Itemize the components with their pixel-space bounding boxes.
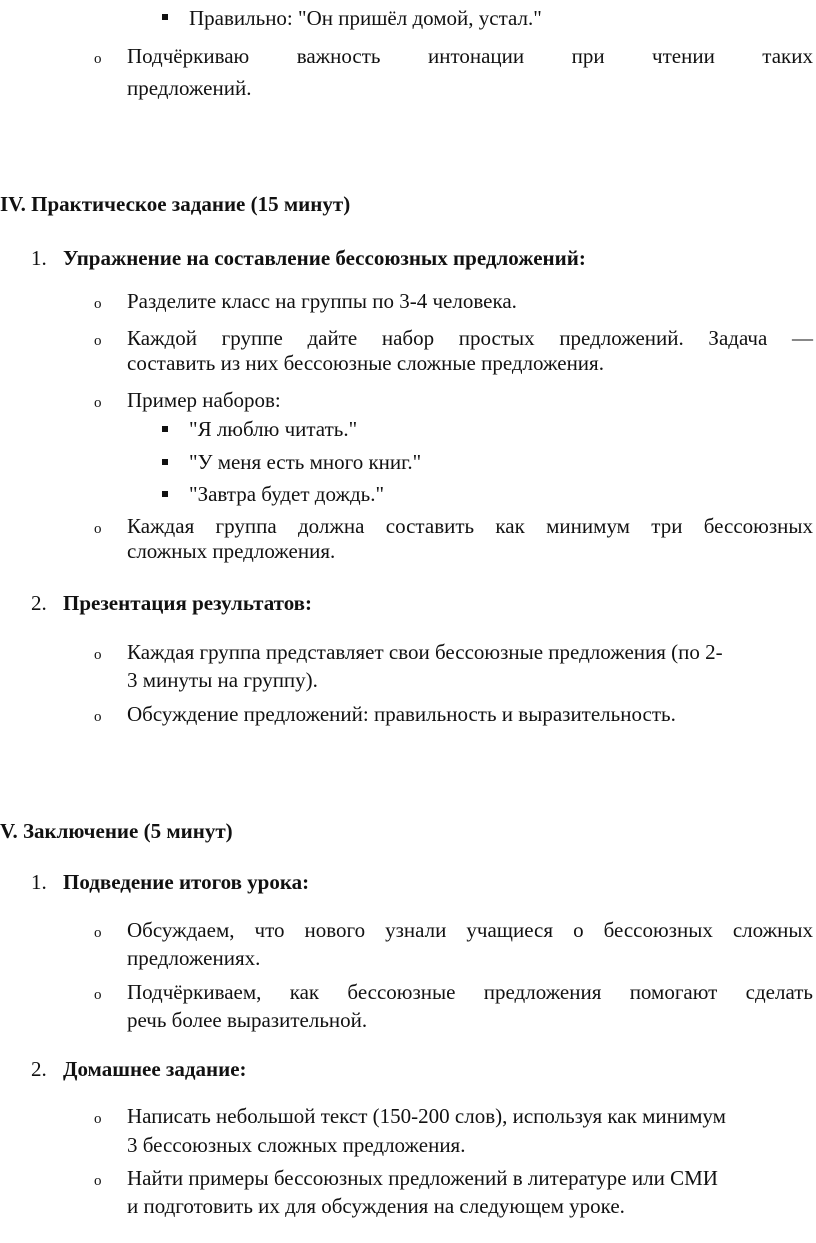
- list-item: Подчёркиваем, как бессоюзные предложения помогают сделать: [127, 980, 813, 1004]
- homework-title: Домашнее задание:: [63, 1057, 247, 1081]
- circle-bullet-icon: o: [94, 333, 102, 349]
- list-item-continuation: и подготовить их для обсуждения на следующем уроке.: [127, 1194, 625, 1218]
- circle-bullet-icon: o: [94, 987, 102, 1003]
- list-item: Каждая группа должна составить как минимум три бессоюзных: [127, 514, 813, 538]
- item-number: 1.: [31, 870, 47, 894]
- item-number: 2.: [31, 1057, 47, 1081]
- list-item-continuation: сложных предложения.: [127, 539, 336, 563]
- circle-bullet-icon: o: [94, 1111, 102, 1127]
- emphasis-line1: Подчёркиваю важность интонации при чтении таких: [127, 44, 813, 68]
- section5-heading: V. Заключение (5 минут): [0, 819, 233, 843]
- example-sentence: "У меня есть много книг.": [189, 450, 422, 474]
- list-item-continuation: предложениях.: [127, 946, 261, 970]
- circle-bullet-icon: o: [94, 925, 102, 941]
- square-bullet-icon: [162, 491, 168, 497]
- emphasis-line2: предложений.: [127, 76, 252, 100]
- square-bullet-icon: [162, 426, 168, 432]
- list-item: Пример наборов:: [127, 388, 281, 412]
- list-item: Каждая группа представляет свои бессоюзные предложения (по 2-: [127, 640, 723, 664]
- exercise-title: Упражнение на составление бессоюзных предложений:: [63, 246, 586, 270]
- circle-bullet-icon: o: [94, 521, 102, 537]
- item-number: 1.: [31, 246, 47, 270]
- list-item-continuation: составить из них бессоюзные сложные предложения.: [127, 351, 604, 375]
- circle-bullet-icon: o: [94, 709, 102, 725]
- list-item-continuation: 3 бессоюзных сложных предложения.: [127, 1133, 466, 1157]
- presentation-title: Презентация результатов:: [63, 591, 313, 615]
- circle-bullet-icon: o: [94, 51, 102, 67]
- summary-title: Подведение итогов урока:: [63, 870, 310, 894]
- correct-example: Правильно: "Он пришёл домой, устал.": [189, 6, 542, 30]
- list-item: Обсуждение предложений: правильность и выразительность.: [127, 702, 676, 726]
- circle-bullet-icon: o: [94, 395, 102, 411]
- list-item: Написать небольшой текст (150-200 слов), используя как минимум: [127, 1104, 726, 1128]
- example-sentence: "Завтра будет дождь.": [189, 482, 385, 506]
- list-item-continuation: 3 минуты на группу).: [127, 668, 318, 692]
- circle-bullet-icon: o: [94, 296, 102, 312]
- list-item: Обсуждаем, что нового узнали учащиеся о бессоюзных сложных: [127, 918, 813, 942]
- square-bullet-icon: [162, 459, 168, 465]
- item-number: 2.: [31, 591, 47, 615]
- circle-bullet-icon: o: [94, 647, 102, 663]
- section4-heading: IV. Практическое задание (15 минут): [0, 192, 351, 216]
- list-item: Каждой группе дайте набор простых предложений. Задача —: [127, 326, 813, 350]
- circle-bullet-icon: o: [94, 1173, 102, 1189]
- example-sentence: "Я люблю читать.": [189, 417, 358, 441]
- square-bullet-icon: [162, 14, 168, 20]
- list-item: Разделите класс на группы по 3-4 человека.: [127, 289, 517, 313]
- list-item: Найти примеры бессоюзных предложений в литературе или СМИ: [127, 1166, 718, 1190]
- list-item-continuation: речь более выразительной.: [127, 1008, 368, 1032]
